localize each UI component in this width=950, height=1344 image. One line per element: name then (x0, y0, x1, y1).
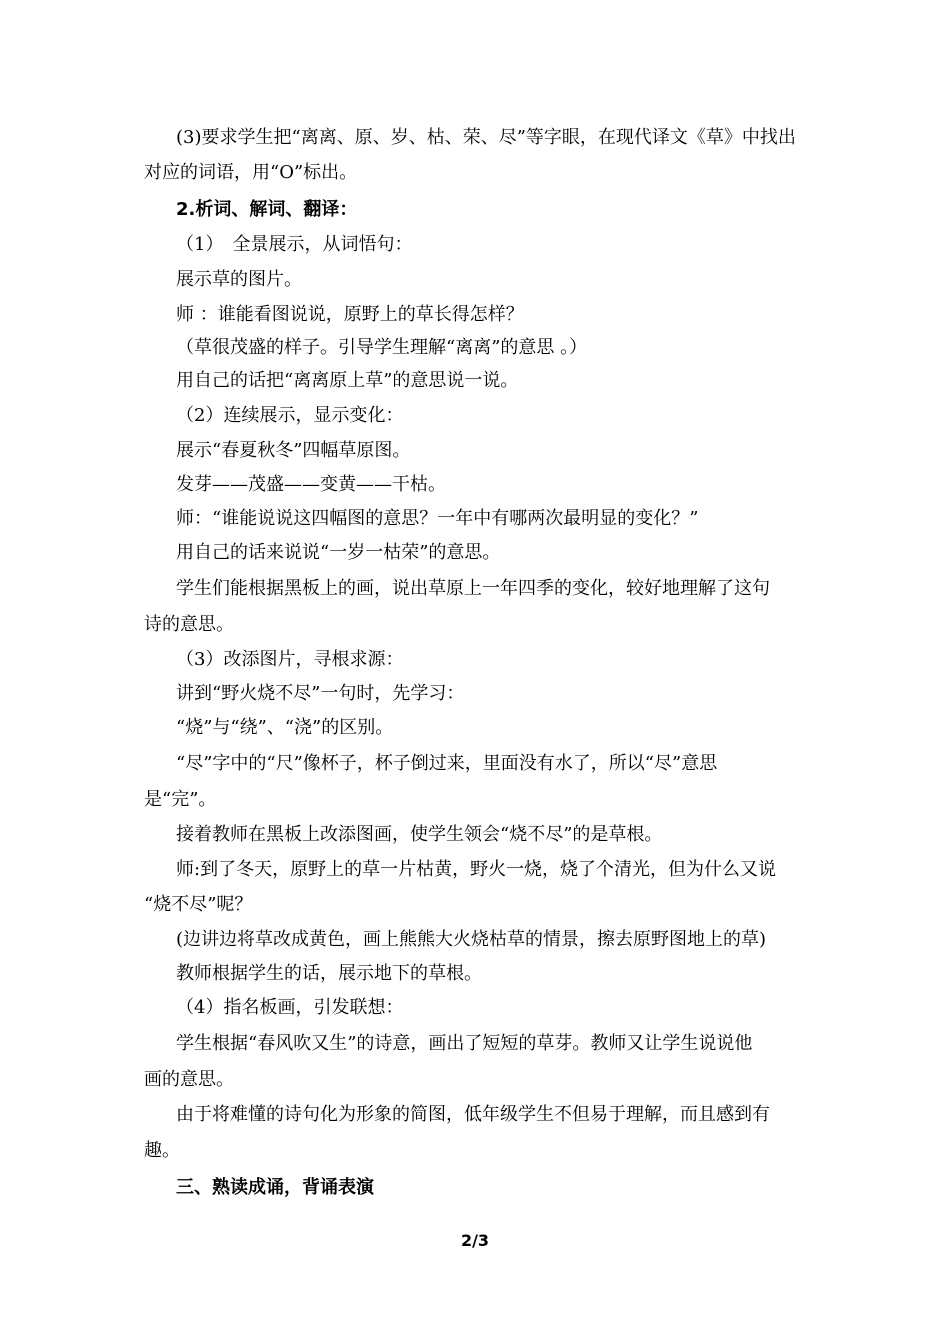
paragraph-line: 展示草的图片。 (176, 269, 302, 290)
paragraph-line: 对应的词语，用“O”标出。 (144, 162, 358, 183)
paragraph-line: 学生根据“春风吹又生”的诗意，画出了短短的草芽。教师又让学生说说他 (176, 1033, 753, 1054)
paragraph-line: 用自己的话来说说“一岁一枯荣”的意思。 (176, 542, 501, 563)
paragraph-line: “烧不尽”呢？ (144, 894, 253, 915)
paragraph-line: （3）改添图片，寻根求源： (176, 649, 404, 670)
paragraph-line: 是“完”。 (144, 789, 217, 810)
paragraph-line: 发芽——茂盛——变黄——干枯。 (176, 474, 446, 495)
paragraph-line: 师：“谁能说说这四幅图的意思？一年中有哪两次最明显的变化？” (176, 508, 699, 529)
section-heading: 三、熟读成诵，背诵表演 (176, 1177, 374, 1198)
paragraph-line: 用自己的话把“离离原上草”的意思说一说。 (176, 370, 519, 391)
paragraph-line: (3)要求学生把“离离、原、岁、枯、荣、尽”等字眼，在现代译文《草》中找出 (176, 127, 796, 148)
paragraph-line: (边讲边将草改成黄色，画上熊熊大火烧枯草的情景，擦去原野图地上的草) (176, 929, 767, 950)
paragraph-line: 展示“春夏秋冬”四幅草原图。 (176, 440, 411, 461)
paragraph-line: 师 ：谁能看图说说，原野上的草长得怎样？ (176, 304, 524, 325)
paragraph-line: （1） 全景展示，从词悟句： (176, 234, 413, 255)
paragraph-line: 画的意思。 (144, 1069, 234, 1090)
paragraph-line: 讲到“野火烧不尽”一句时，先学习： (176, 683, 465, 704)
paragraph-line: （4）指名板画，引发联想： (176, 997, 404, 1018)
paragraph-line: 诗的意思。 (144, 614, 234, 635)
paragraph-line: 师:到了冬天，原野上的草一片枯黄，野火一烧，烧了个清光，但为什么又说 (176, 859, 777, 880)
paragraph-line: （草很茂盛的样子。引导学生理解“离离”的意思 。） (176, 337, 588, 358)
page-number: 2/3 (460, 1231, 490, 1250)
paragraph-line: 教师根据学生的话，展示地下的草根。 (176, 963, 482, 984)
paragraph-line: “烧”与“绕”、“浇”的区别。 (176, 717, 394, 738)
paragraph-line: 接着教师在黑板上改添图画，使学生领会“烧不尽”的是草根。 (176, 824, 663, 845)
paragraph-line: “尽”字中的“尺”像杯子，杯子倒过来，里面没有水了，所以“尽”意思 (176, 753, 718, 774)
paragraph-line: 由于将难懂的诗句化为形象的简图，低年级学生不但易于理解，而且感到有 (176, 1104, 770, 1125)
paragraph-line: 趣。 (144, 1140, 180, 1161)
paragraph-line: （2）连续展示，显示变化： (176, 405, 404, 426)
paragraph-line: 学生们能根据黑板上的画，说出草原上一年四季的变化，较好地理解了这句 (176, 578, 770, 599)
section-heading: 2.析词、解词、翻译： (176, 199, 358, 220)
